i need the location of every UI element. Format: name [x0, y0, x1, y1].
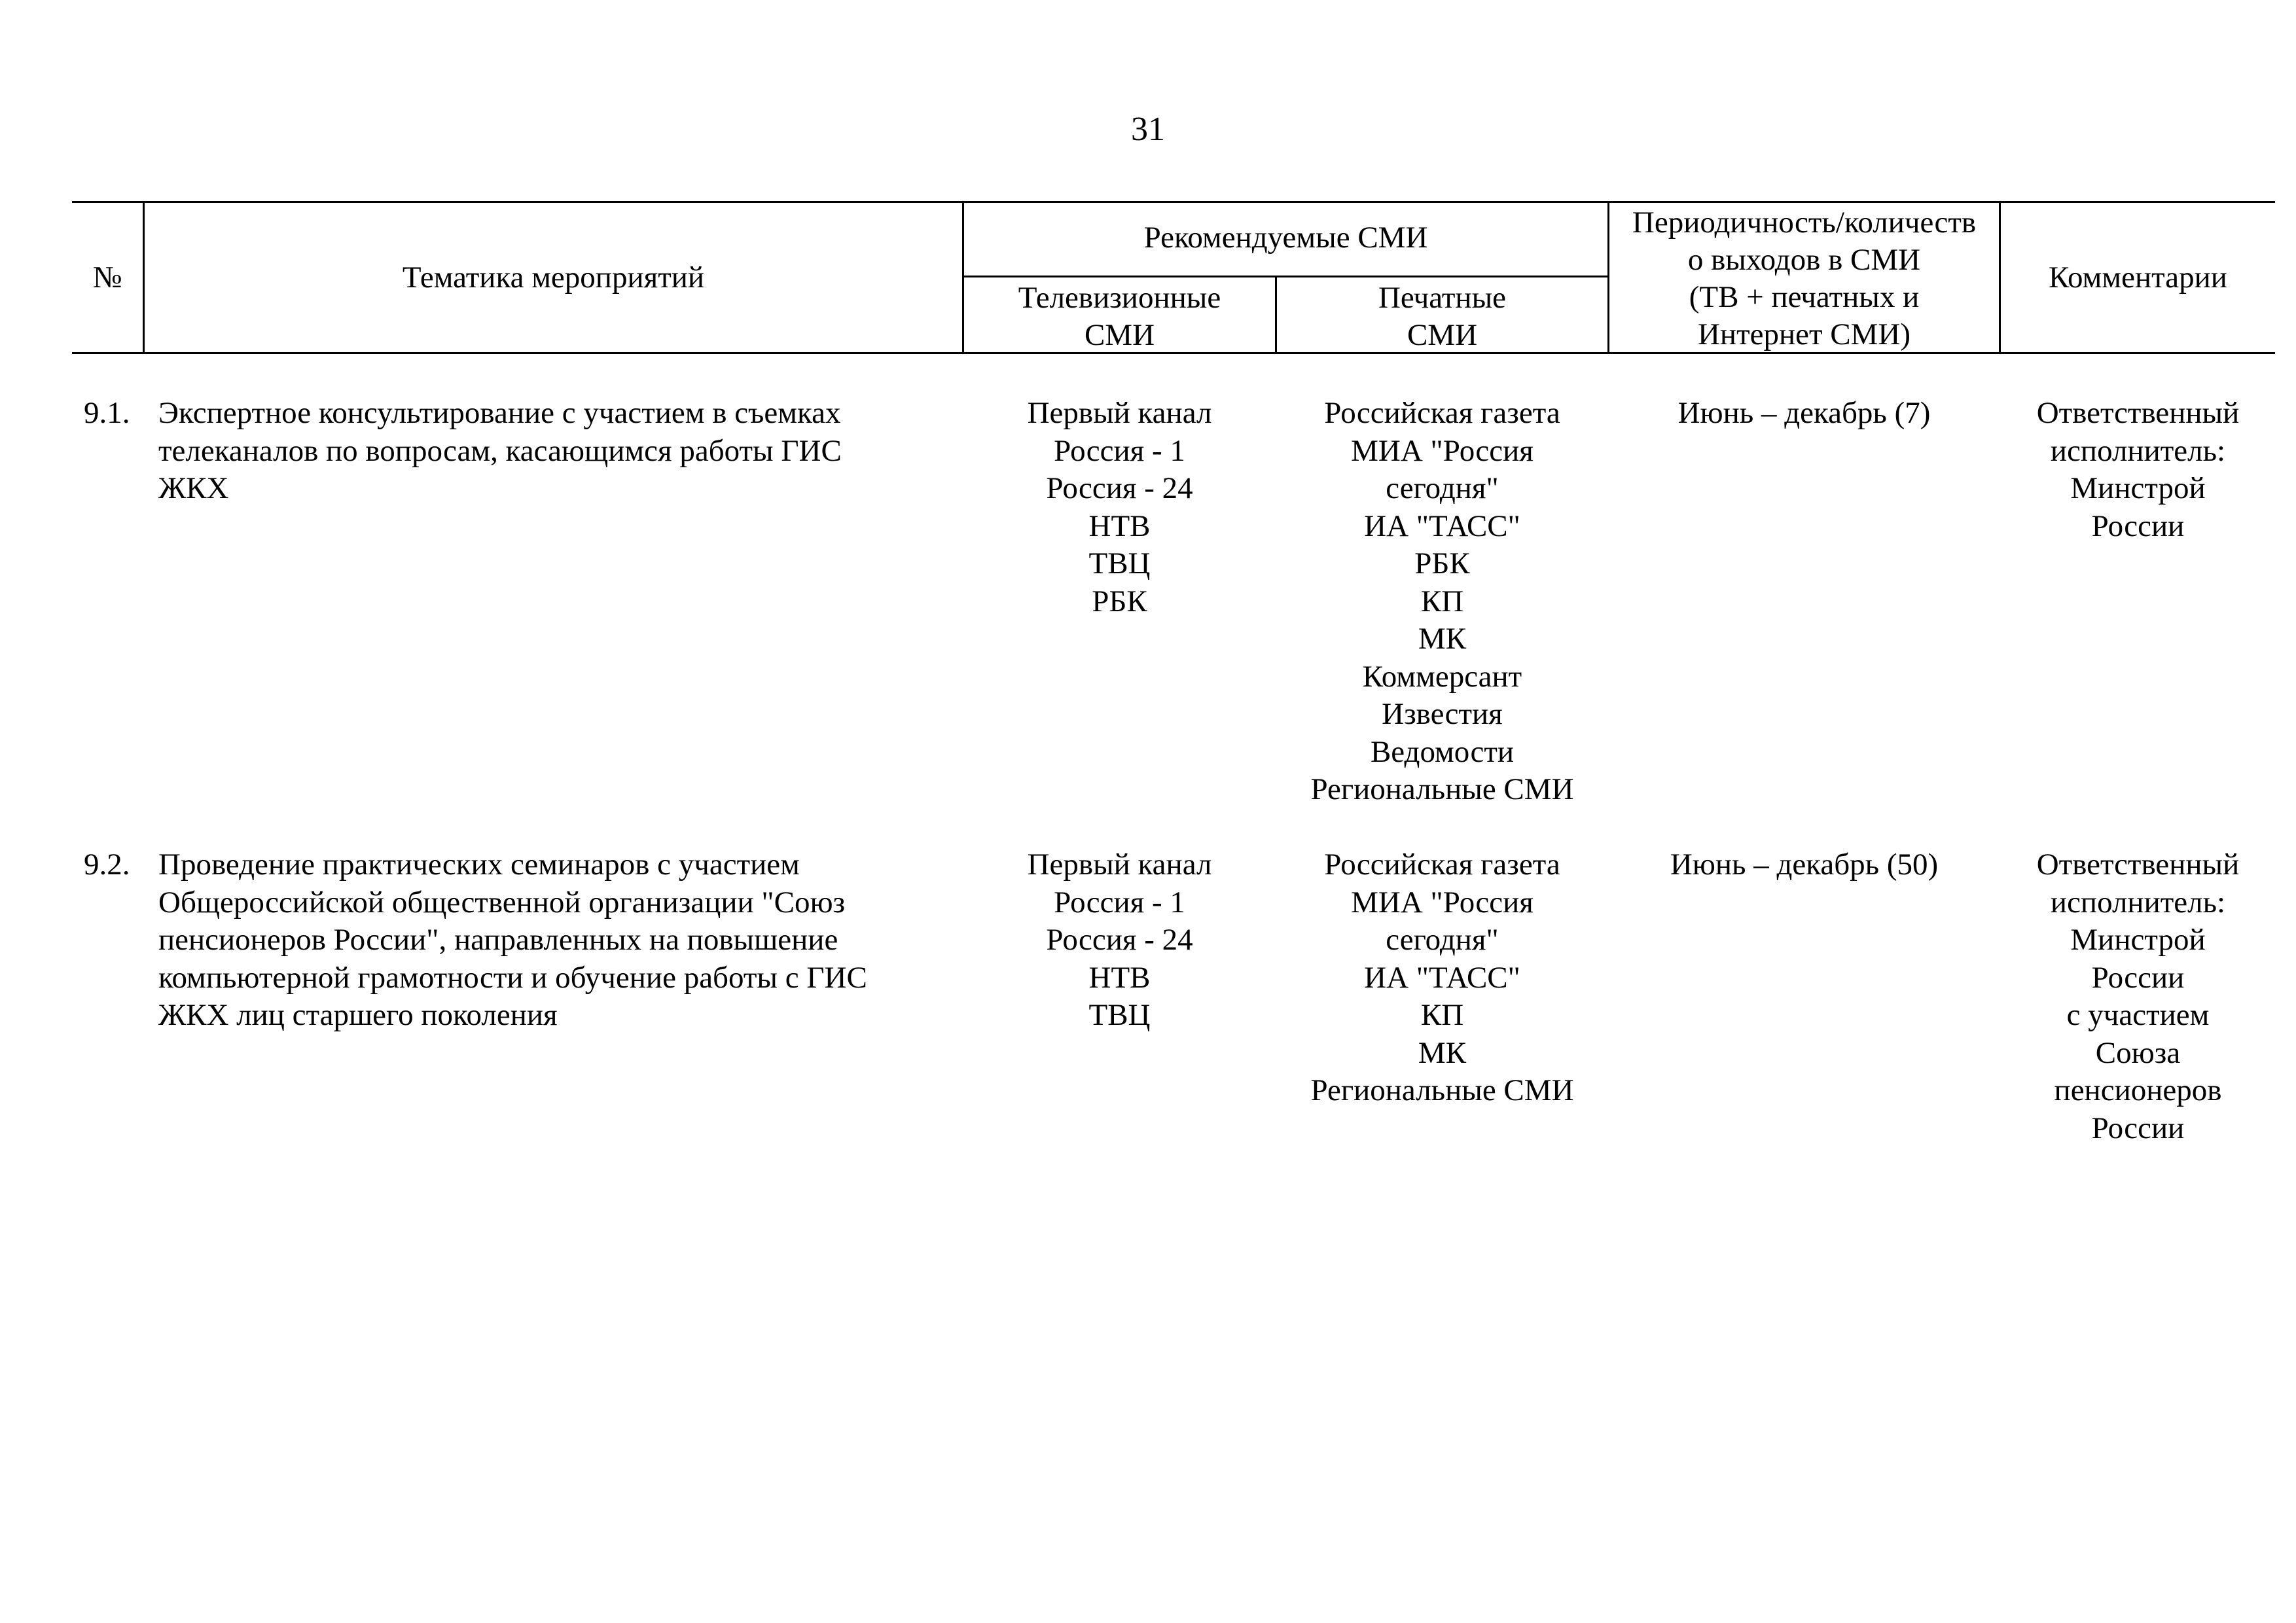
print-outlet: КП	[1420, 584, 1464, 618]
topic-line: компьютерной грамотности и обучение работы с ГИС	[158, 960, 867, 995]
topic-line: Проведение практических семинаров с участием	[158, 847, 800, 882]
tv-channel: ТВЦ	[1088, 546, 1151, 580]
tv-channel: НТВ	[1088, 960, 1151, 995]
row-print-media	[1277, 395, 1607, 809]
print-outlet: МК	[1418, 1035, 1467, 1070]
tv-channel: Россия - 1	[1054, 433, 1185, 468]
row-frequency: Июнь – декабрь (50)	[1670, 847, 1939, 882]
print-outlet: КП	[1420, 998, 1464, 1032]
header-print-media: Печатные СМИ	[1378, 281, 1507, 352]
topic-line: Экспертное консультирование с участием в съемках	[158, 396, 841, 430]
print-outlet: МИА "Россия	[1351, 433, 1534, 468]
topic-line: телеканалов по вопросам, касающимся работы ГИС	[158, 433, 842, 468]
tv-channel: Первый канал	[1027, 847, 1212, 882]
comment-line: Минстрой	[2070, 471, 2206, 505]
header-topic: Тематика мероприятий	[402, 260, 705, 294]
print-outlet: Известия	[1382, 697, 1503, 731]
print-outlet: сегодня"	[1386, 471, 1499, 505]
row-tv-media	[964, 395, 1275, 620]
print-outlet: МИА "Россия	[1351, 885, 1534, 919]
topic-line: ЖКХ лиц старшего поколения	[158, 998, 558, 1032]
recommended-media-divider	[962, 276, 1607, 277]
row-topic	[158, 395, 842, 508]
print-outlet: Российская газета	[1324, 847, 1560, 882]
header-comments: Комментарии	[2049, 260, 2227, 294]
comment-line: Ответственный	[2036, 396, 2240, 430]
header-number: №	[92, 260, 122, 294]
tv-channel: Россия - 1	[1054, 885, 1185, 919]
header-frequency: Периодичность/количеств о выходов в СМИ (ТВ + печатных и Интернет СМИ)	[1632, 205, 1977, 351]
page-number: 31	[1131, 111, 1165, 148]
comment-line: Минстрой	[2070, 923, 2206, 957]
comment-line: Ответственный	[2036, 847, 2240, 882]
comment-line: исполнитель:	[2050, 433, 2226, 468]
print-outlet: РБК	[1414, 546, 1470, 580]
topic-line: пенсионеров России", направленных на повышение	[158, 923, 838, 957]
row-print-media	[1277, 846, 1607, 1110]
row-comments	[2001, 395, 2275, 545]
comment-line: России	[2091, 960, 2185, 995]
print-outlet: Коммерсант	[1362, 659, 1522, 694]
comment-line: пенсионеров	[2054, 1073, 2222, 1107]
tv-channel: ТВЦ	[1088, 998, 1151, 1032]
comment-line: России	[2091, 1111, 2185, 1145]
comment-line: с участием	[2066, 998, 2210, 1032]
print-outlet: сегодня"	[1386, 923, 1499, 957]
print-outlet: ИА "ТАСС"	[1364, 960, 1520, 995]
tv-channel: НТВ	[1088, 508, 1151, 543]
comment-line: исполнитель:	[2050, 885, 2226, 919]
header-tv-media: Телевизионные СМИ	[1018, 281, 1221, 352]
row-frequency: Июнь – декабрь (7)	[1677, 396, 1931, 430]
print-outlet: Региональные СМИ	[1310, 1073, 1574, 1107]
tv-channel: РБК	[1092, 584, 1147, 618]
tv-channel: Россия - 24	[1046, 471, 1193, 505]
header-recommended-media: Рекомендуемые СМИ	[1143, 221, 1428, 255]
tv-channel: Первый канал	[1027, 396, 1212, 430]
topic-line: ЖКХ	[158, 471, 229, 505]
topic-line: Общероссийской общественной организации "Союз	[158, 885, 846, 919]
row-number: 9.1.	[84, 396, 130, 430]
row-tv-media	[964, 846, 1275, 1035]
row-number: 9.2.	[84, 847, 130, 882]
comment-line: России	[2091, 508, 2185, 543]
comment-line: Союза	[2095, 1035, 2181, 1070]
print-outlet: Российская газета	[1324, 396, 1560, 430]
tv-channel: Россия - 24	[1046, 923, 1193, 957]
print-outlet: Региональные СМИ	[1310, 772, 1574, 806]
row-topic	[158, 846, 867, 1035]
print-outlet: ИА "ТАСС"	[1364, 508, 1520, 543]
table-top-border	[72, 201, 2275, 203]
row-comments	[2001, 846, 2275, 1147]
print-outlet: Ведомости	[1370, 734, 1515, 769]
print-outlet: МК	[1418, 622, 1467, 656]
